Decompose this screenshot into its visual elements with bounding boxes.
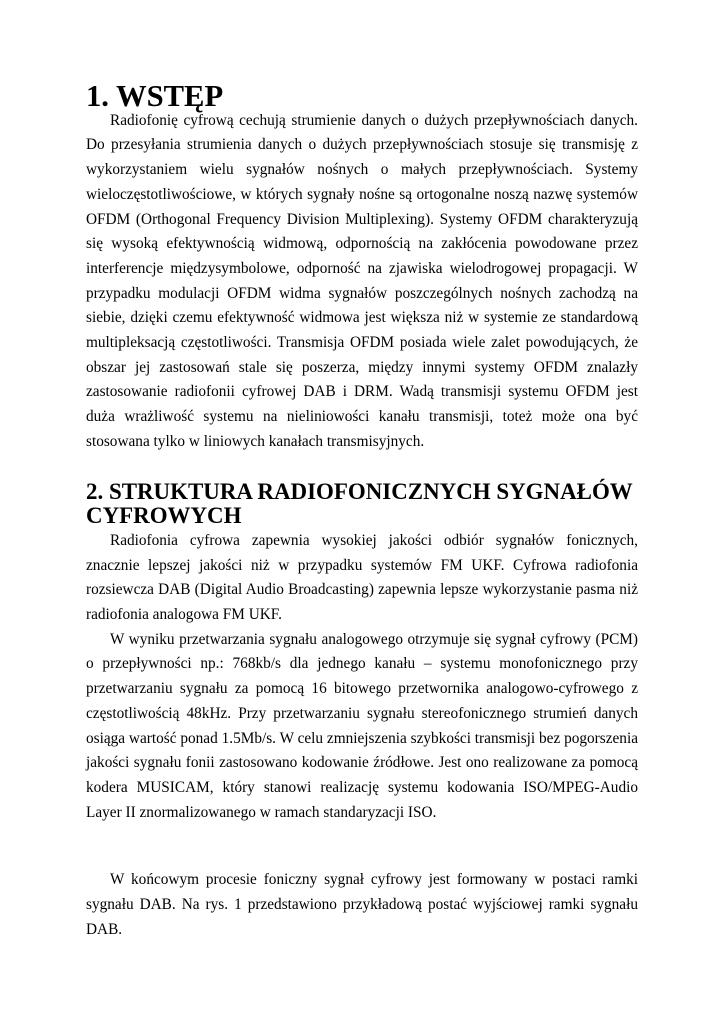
document-page (86, 79, 638, 943)
section-2-final-paragraph: W końcowym procesie foniczny sygnał cyfrowy jest formowany w postaci ramki sygnału DAB. Na rys. 1 przedstawiono przykładową postać wyjściowej ramki sygnału DAB. (86, 871, 638, 938)
section-2-paragraph-1: Radiofonia cyfrowa zapewnia wysokiej jakości odbiór sygnałów fonicznych, znacznie lepszej jakości niż w przypadku systemów FM UKF. Cyfrowa radiofonia rozsiewcza DAB (Digital Audio Broadcasting) zapewnia lepsze wykorzystanie pasma niż radiofonia analogowa FM UKF. (86, 531, 638, 624)
section-1-heading: 1. WSTĘP (86, 79, 224, 113)
section-2-heading: 2. STRUKTURA RADIOFONICZNYCH SYGNAŁÓW CYFROWYCH (86, 478, 633, 529)
section-1-paragraph: Radiofonię cyfrową cechują strumienie danych o dużych przepływnościach danych. Do przesyłania strumienia danych o dużych przepływnościach stosuje się transmisję z wykorzystaniem wielu sygnałów nośnych o małych przepływnościach. Systemy wieloczęstotliwościowe, w których sygnały nośne są ortogonalne noszą nazwę systemów OFDM (Orthogonal Frequency Division Multiplexing). Systemy OFDM charakteryzują się wysoką efektywnością widmową, odpornością na zakłócenia powodowane przez interferencje międzysymbolowe, odporność na zjawiska wielodrogowej propagacji. W przypadku modulacji OFDM widma sygnałów poszczególnych nośnych zachodzą na siebie, dzięki czemu efektywność widmowa jest większa niż w systemie ze standardową multipleksacją częstotliwości. Transmisja OFDM posiada wiele zalet powodujących, że obszar jej zastosowań stale się poszerza, między innymi systemy OFDM znalazły zastosowanie radiofonii cyfrowej DAB i DRM. Wadą transmisji systemu OFDM jest duża wrażliwość systemu na nieliniowości kanału transmisji, toteż może ona być stosowana tylko w liniowych kanałach transmisyjnych. (86, 111, 638, 450)
section-2-paragraph-2: W wyniku przetwarzania sygnału analogowego otrzymuje się sygnał cyfrowy (PCM) o przepływności np.: 768kb/s dla jednego kanału – systemu monofonicznego przy przetwarzaniu sygnału za pomocą 16 bitowego przetwornika analogowo-cyfrowego z częstotliwością 48kHz. Przy przetwarzaniu sygnału stereofonicznego strumień danych osiąga wartość ponad 1.5Mb/s. W celu zmniejszenia szybkości transmisji bez pogorszenia jakości sygnału fonii zastosowano kodowanie źródłowe. Jest ono realizowane za pomocą kodera MUSICAM, który stanowi realizację systemu kodowania ISO/MPEG-Audio Layer II znormalizowanego w ramach standaryzacji ISO. (86, 630, 638, 821)
